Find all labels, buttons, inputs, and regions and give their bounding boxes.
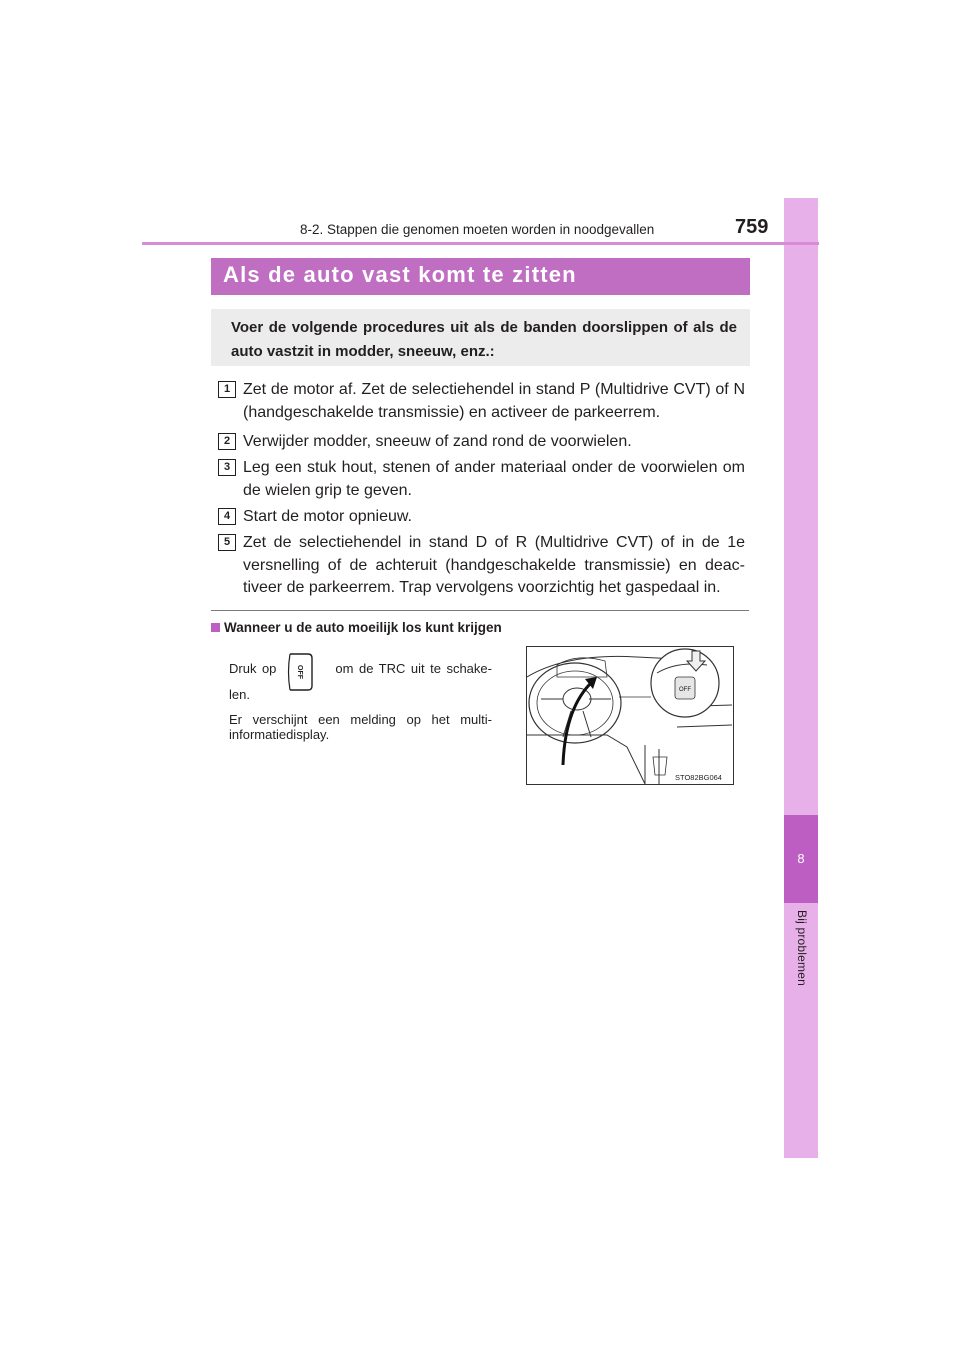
note-paragraph-2: Er verschijnt een melding op het multi-informatiedisplay. <box>229 712 492 742</box>
header-rule <box>142 242 819 245</box>
section-divider <box>211 610 749 611</box>
intro-box <box>211 309 750 366</box>
note-line-2: len. <box>229 687 250 702</box>
step-text-3: Leg een stuk hout, stenen of ander materiaal onder de voorwielen om de wielen grip te geven. <box>243 459 745 499</box>
chapter-label: Bij problemen <box>795 910 809 986</box>
intro-text: Voer de volgende procedures uit als de banden doorslippen of als de auto vastzit in modder, sneeuw, enz.: <box>231 319 737 360</box>
heading-square-icon <box>211 623 220 632</box>
dashboard-illustration <box>526 646 734 785</box>
step-text-2: Verwijder modder, sneeuw of zand rond de voorwielen. <box>243 433 632 450</box>
step-text-5: Zet de selectiehendel in stand D of R (Multidrive CVT) of in de 1e versnelling of de achteruit (handgeschakelde transmissie) en deac-tiveer de parkeerrem. Trap vervolgens voorzichtig het gaspedaal in. <box>243 534 745 596</box>
subsection-heading-text: Wanneer u de auto moeilijk los kunt krijgen <box>224 620 502 635</box>
note-part-2: om de TRC uit te schake- <box>335 661 492 676</box>
note-part-1: Druk op <box>229 661 277 676</box>
illustration-code: STO82BG064 <box>675 773 722 782</box>
step-number-1: 1 <box>218 381 236 398</box>
section-title-bar <box>211 258 750 295</box>
step-text-4: Start de motor opnieuw. <box>243 508 412 525</box>
chapter-number: 8 <box>784 815 818 903</box>
step-number-2: 2 <box>218 433 236 450</box>
step-number-5: 5 <box>218 534 236 551</box>
svg-text:OFF: OFF <box>296 665 303 679</box>
page-number: 759 <box>735 216 769 238</box>
section-title: Als de auto vast komt te zitten <box>223 262 577 287</box>
svg-text:OFF: OFF <box>679 687 691 693</box>
step-number-3: 3 <box>218 459 236 476</box>
note-line-1 <box>229 661 492 676</box>
subsection-heading <box>211 620 502 635</box>
step-text-1: Zet de motor af. Zet de selectiehendel in stand P (Multidrive CVT) of N (handgeschakelde transmissie) en activeer de parkeerrem. <box>243 381 745 421</box>
step-number-4: 4 <box>218 508 236 525</box>
running-header: 8-2. Stappen die genomen moeten worden in noodgevallen <box>300 222 655 237</box>
